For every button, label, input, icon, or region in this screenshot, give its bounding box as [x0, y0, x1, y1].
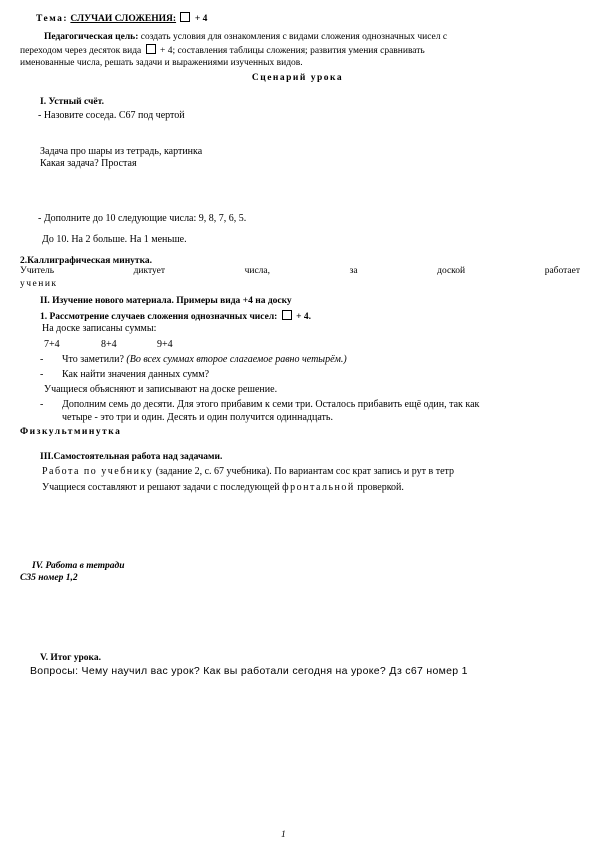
- topic-heading: [36, 12, 207, 25]
- section-4-line-2: [42, 482, 404, 494]
- questions-label: Вопросы:: [30, 665, 79, 677]
- scenario-title: Сценарий урока: [251, 73, 344, 83]
- section-3-subtitle: [40, 310, 311, 323]
- question-1-text: Что заметили?: [62, 354, 124, 365]
- question-1: [62, 354, 347, 366]
- section-4-line-2-post: проверкой.: [357, 482, 404, 493]
- section-6-questions: [30, 665, 468, 677]
- section-4-line-1-rest: (задание 2, с. 67 учебника). По вариантам сос крат запись и рут в тетр: [155, 466, 455, 477]
- section-5-title: [32, 560, 125, 572]
- section-3-subtitle-text: 1. Рассмотрение случаев сложения однозначных чисел:: [40, 312, 278, 322]
- explain-line: Учащиеся объясняют и записывают на доске решение.: [44, 384, 278, 395]
- spread-word: числа,: [244, 266, 271, 276]
- spread-word: диктует: [133, 266, 166, 276]
- topic-suffix: + 4: [194, 14, 208, 24]
- section-1-title: I. Устный счёт.: [40, 97, 104, 107]
- topic-title: СЛУЧАИ СЛОЖЕНИЯ:: [70, 14, 177, 24]
- section-4-line-2-pre: Учащиеся составляют и решают задачи с последующей: [42, 482, 280, 493]
- spread-word: за: [349, 266, 358, 276]
- spread-word: Учитель: [20, 266, 55, 276]
- section-4-spaced-text: Работа по учебнику: [42, 466, 154, 477]
- goal-line-2-post: + 4; составления таблицы сложения; развития умения сравнивать: [160, 46, 425, 56]
- bullet-dash: -: [40, 369, 44, 380]
- goal-line-2-pre: переходом через десяток вида: [20, 46, 142, 56]
- section-1-line-3: Какая задача? Простая: [40, 158, 137, 169]
- goal-line-1-text: создать условия для ознакомления с видами сложения однозначных чисел с: [140, 32, 448, 42]
- bullet-dash: -: [40, 399, 44, 410]
- section-1-line-2: Задача про шары из тетрадь, картинка: [40, 146, 203, 157]
- page-number: 1: [281, 830, 286, 840]
- goal-line-3: именованные числа, решать задачи и выражениями изученных видов.: [20, 58, 303, 68]
- section-5-title-text: IV. Работа в тетради: [32, 561, 125, 571]
- section-1-line-1: - Назовите соседа. С67 под чертой: [38, 110, 185, 121]
- spread-word: доской: [437, 266, 466, 276]
- section-4-line-1: [42, 466, 454, 478]
- question-1-answer: (Во всех суммах второе слагаемое равно четырём.): [126, 354, 347, 365]
- board-line: На доске записаны суммы:: [42, 323, 157, 334]
- section-2-spread-line: [20, 266, 580, 276]
- goal-line-1: [44, 31, 562, 43]
- sum-1: 7+4: [44, 339, 60, 350]
- question-2: Как найти значения данных сумм?: [62, 369, 210, 380]
- fizminutka: Физкультминутка: [20, 427, 122, 437]
- blank-square-icon: [146, 44, 156, 54]
- section-2-title: 2.Каллиграфическая минутка.: [20, 256, 153, 266]
- add-line-2: четыре - это три и один. Десять и один получится одиннадцать.: [62, 412, 333, 423]
- blank-square-icon: [282, 310, 292, 320]
- section-3-title: II. Изучение нового материала. Примеры вида +4 на доску: [40, 296, 292, 306]
- section-1-line-5: До 10. На 2 больше. На 1 меньше.: [42, 234, 187, 245]
- section-1-line-4: - Дополните до 10 следующие числа: 9, 8, 7, 6, 5.: [38, 213, 247, 224]
- section-5-line-1: С35 номер 1,2: [20, 573, 78, 583]
- goal-line-2: [20, 44, 562, 57]
- goal-label: Педагогическая цель:: [44, 32, 139, 42]
- section-4-line-2-spaced: фронтальной: [282, 482, 355, 493]
- blank-square-icon: [180, 12, 190, 22]
- add-line-1: Дополним семь до десяти. Для этого прибавим к семи три. Осталось прибавить ещё один, так как: [62, 399, 480, 410]
- bullet-dash: -: [40, 354, 44, 365]
- topic-label: Тема:: [36, 14, 69, 24]
- section-3-subtitle-suffix: + 4.: [296, 312, 311, 322]
- section-4-title: III.Самостоятельная работа над задачами.: [40, 452, 223, 462]
- sum-2: 8+4: [101, 339, 117, 350]
- section-6-title: V. Итог урока.: [40, 653, 101, 663]
- section-2-line-2: ученик: [20, 279, 58, 289]
- sum-3: 9+4: [157, 339, 173, 350]
- spread-word: работает: [544, 266, 580, 276]
- questions-text: Чему научил вас урок? Как вы работали сегодня на уроке? Дз с67 номер 1: [81, 665, 468, 677]
